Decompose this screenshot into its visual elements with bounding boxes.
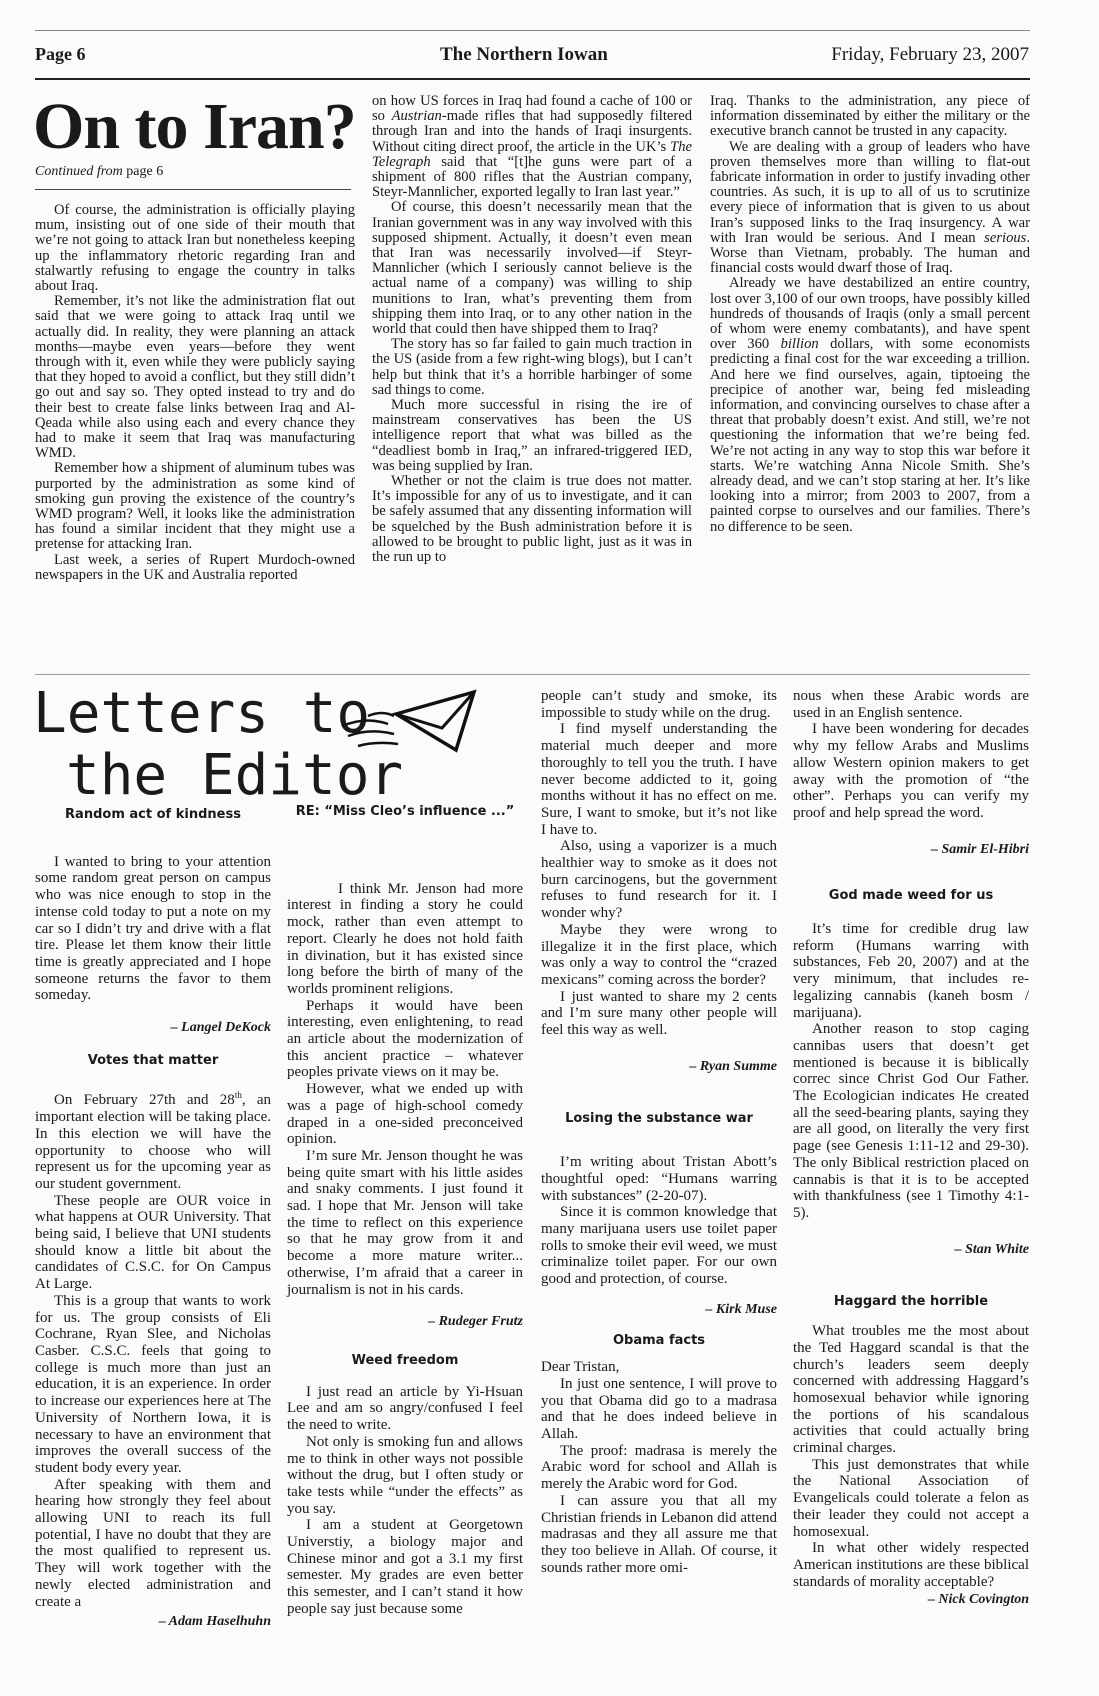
paragraph: I just wanted to share my 2 cents and I’m sure many other people will feel this way as well.	[541, 988, 777, 1039]
paragraph: I can assure you that all my Christian friends in Lebanon did attend madrasas and they all assure me that they too believe in Allah. Of course, it sounds rather more omi-	[541, 1492, 777, 1576]
continued-page: page 6	[122, 164, 164, 179]
letter-signature: – Nick Covington	[927, 1592, 1029, 1608]
letter-title: Haggard the horrible	[833, 1294, 989, 1310]
paragraph: I have been wondering for decades why my fellow Arabs and Muslims allow Western opinion makers to get away with the promotion of “the other”. Perhaps you can verify my proof and help spread the word.	[793, 721, 1029, 821]
article-title: On to Iran?	[33, 90, 356, 163]
salutation: Dear Tristan,	[541, 1359, 620, 1376]
paragraph: nous when these Arabic words are used in an English sentence.	[793, 688, 1029, 721]
paragraph: Also, using a vaporizer is a much healthier way to smoke as it does not burn carcinogens, but the government refuses to fund research for it. I wonder why?	[541, 838, 777, 922]
paragraph: Perhaps it would have been interesting, even enlightening, to read an article about the modernization of this ancient practice – whatever peoples private views on it may be.	[287, 997, 523, 1081]
title-rule	[35, 189, 351, 190]
letter-title: Votes that matter	[87, 1052, 219, 1068]
paragraph: I just read an article by Yi-Hsuan Lee and am so angry/confused I feel the need to write.	[287, 1383, 523, 1434]
paragraph: After speaking with them and hearing how strongly they feel about allowing UNI to reach its full potential, I have no doubt that they are the most qualified to represent us. They will work together with the newly elected administration and create a	[35, 1476, 271, 1610]
italic-text: serious	[984, 229, 1027, 246]
letter-signature: – Ryan Summe	[689, 1058, 777, 1074]
text: on how US forces in Iraq had found a cache of 100 or so	[372, 93, 692, 125]
letter-title: Losing the substance war	[565, 1111, 753, 1127]
paragraph: Since it is common knowledge that many marijuana users use toilet paper rolls to smoke their evil weed, we must criminalize toilet paper. For our own good and protection, of course.	[541, 1204, 777, 1288]
letters-column-4	[793, 688, 1029, 1609]
letter-title: God made weed for us	[828, 888, 994, 904]
paragraph: I am a student at Georgetown Universtiy, a biology major and Chinese minor and got a 3.1 my first semester. My grades are even better this semester, and I can’t stand it how people say just because some	[287, 1517, 523, 1617]
letters-column-3	[541, 688, 777, 1576]
paragraph: Of course, the administration is officially playing mum, insisting out of one side of their mouth that we’re not going to attack Iran but nonetheless keeping up the inflammatory rhetoric regarding Iran and stalwartly refusing to engage the country in talks about Iraq.	[35, 202, 355, 295]
letter-title: Random act of kindness	[65, 807, 241, 822]
paragraph: Last week, a series of Rupert Murdoch-owned newspapers in the UK and Australia reported	[35, 551, 355, 583]
paragraph: It’s time for credible drug law reform (Humans warring with substances, Feb 20, 2007) and at the very minimum, that includes re-legalizing cannabis (kaneh bosm / marijuana).	[793, 921, 1029, 1021]
letters-heading-line2: the Editor	[66, 743, 404, 808]
paragraph: I wanted to bring to your attention some random great person on campus who was nice enough to stop in the intense cold today to put a note on my car so I didn’t try and drive with a flat tire. Please let them know their little time is greatly appreciated and I hope someone returns the favor to them someday.	[35, 853, 271, 1004]
paragraph: Remember how a shipment of aluminum tubes was purported by the administration as some kind of smoking gun proving the existence of the country’s WMD program? Well, it looks like the administration has found a similar incident that they might use a pretense for attacking Iran.	[35, 460, 355, 553]
header-rule	[35, 78, 1030, 80]
paragraph: What troubles me the most about the Ted Haggard scandal is that the church’s leaders seem deeply concerned with addressing Haggard’s homosexual behavior while ignoring the portions of his scandalous activities that could actually bring criminal charges.	[793, 1323, 1029, 1457]
article-column-2	[372, 94, 692, 565]
top-rule	[35, 30, 1030, 31]
text: said that “[t]he guns were part of a shipment of 800 rifles that the Austrian company, Steyr-Mannlicher, exported legally to Iran last year.”	[372, 153, 692, 201]
paragraph: Iraq. Thanks to the administration, any piece of information disseminated by either the military or the executive branch cannot be trusted in any capacity.	[710, 93, 1030, 140]
article-column-3	[710, 94, 1030, 535]
text: Already we have destabilized an entire country, lost over 3,100 of our own troops, have possibly killed hundreds of thousands of Iraqis (only a small percent of whom were enemy combatants), and have spent over 360	[710, 275, 1030, 353]
paragraph	[372, 94, 692, 200]
paragraph: I find myself understanding the material much deeper and more thoroughly to tell you the truth. I have never become addicted to it, going months without it has no effect on me. Sure, I want to smoke, but it’s not like I have to.	[541, 721, 777, 838]
letters-column-1	[35, 807, 271, 1631]
letter-title: Weed freedom	[351, 1352, 459, 1368]
paragraph: Another reason to stop caging cannibas users that doesn’t get mentioned is because it is biblically correc since Christ God Our Father. The Ecologician indicates He created all the seed-bearing plants, saying they are all good, on literally the very first page (see Genesis 1:11-12 and 29-30). The only Biblical restriction placed on cannabis is that it is to be accepted with thankfulness (see 1 Timothy 4:1-5).	[793, 1021, 1029, 1221]
paragraph: I’m sure Mr. Jenson thought he was being quite smart with his little asides and snaky comments. I just found it sad. I hope that Mr. Jenson will take the time to reflect on this experience so that he may grow from it and become a more mature writer... otherwise, I’m afraid that a career in journalism is not in his cards.	[287, 1147, 523, 1298]
italic-text: billion	[780, 336, 819, 353]
text: -made rifles that had supposedly filtered through Iran and into the hands of Iraqi insurgents. Without citing direct proof, the article in the UK’s	[372, 108, 693, 155]
letter-title: RE: “Miss Cleo’s influence ...”	[295, 804, 515, 819]
paper-name: The Northern Iowan	[440, 44, 608, 65]
letters-column-2	[287, 804, 523, 1618]
paragraph: This is a group that wants to work for us. The group consists of Eli Cochrane, Ryan Slee, and Nicholas Casber. C.S.C. feels that going to college is much more than just an education, it is an experience. In order to increase our experiences here at The University of Northern Iowa, it is necessary to have an environment that improves the overall success of the student body every year.	[35, 1292, 271, 1476]
paragraph: I’m writing about Tristan Abott’s thoughtful oped: “Humans warring with substances” (2-20-07).	[541, 1154, 777, 1204]
paragraph: I think Mr. Jenson had more interest in finding a story he could mock, rather than even attempt to report. Clearly he does not hold faith in divination, but it has existed since long before the birth of many of the worlds prominent religions.	[287, 880, 523, 997]
paragraph: people can’t study and smoke, its impossible to study while on the drug.	[541, 688, 777, 721]
letter-signature: – Langel DeKock	[170, 1020, 271, 1036]
issue-date: Friday, February 23, 2007	[831, 44, 1029, 65]
section-divider	[35, 674, 1030, 675]
paragraph	[35, 1087, 271, 1192]
paragraph: In what other widely respected American institutions are these biblical standards of morality acceptable?	[793, 1540, 1029, 1590]
paragraph	[710, 140, 1030, 277]
letter-signature: – Rudeger Frutz	[428, 1314, 523, 1330]
letter-signature: – Stan White	[954, 1241, 1029, 1257]
text: . Worse than Vietnam, probably. The human and financial costs would dwarf those of Iraq.	[710, 229, 1030, 277]
paragraph: Whether or not the claim is true does not matter. It’s impossible for any of us to investigate, and it can be safely assumed that any dissenting information will be squelched by the Bush administration before it is allowed to be brought to public light, just as it was in the run up to	[372, 473, 692, 566]
letters-heading-line1: Letters to	[33, 681, 371, 746]
continued-from	[35, 164, 163, 180]
paragraph: Not only is smoking fun and allows me to think in other ways not possible without the drug, but I often study or take tests while “under the effects” as you say.	[287, 1433, 523, 1517]
article-column-1	[35, 203, 355, 583]
paragraph: Maybe they were wrong to illegalize it in the first place, which was only a way to control the “crazed mexicans” coming across the border?	[541, 921, 777, 988]
paragraph: The story has so far failed to gain much traction in the US (aside from a few right-wing blogs), but I can’t help but think that it’s a horrible harbinger of some sad things to come.	[372, 336, 692, 398]
letter-title: Obama facts	[612, 1332, 706, 1348]
text: dollars, with some economists predicting a final cost for the war exceeding a trillion. And here we find ourselves, again, tiptoeing the precipice of another war, being fed misleading information, and convincing ourselves to chase after a threat that probably doesn’t exist. And still, we’re not questioning the information that we’re being fed. We’re not acting in any way to stop this war before it starts. We’re watching Anna Nicole Smith. She’s already dead, and we can’t stop staring at her. It’s like looking into a mirror; from 2003 to 2007, from a painted corpse to ourselves and our families. There’s no difference to be seen.	[710, 336, 1030, 535]
letter-signature: – Adam Haselhuhn	[158, 1614, 271, 1630]
paragraph: The proof: madrasa is merely the Arabic word for school and Allah is merely the Arabic word for God.	[541, 1442, 777, 1493]
envelope-icon	[338, 686, 480, 756]
text: On February 27th and 28	[54, 1092, 235, 1109]
letter-signature: – Samir El-Hibri	[930, 841, 1029, 857]
letter-signature: – Kirk Muse	[705, 1301, 777, 1317]
paragraph: However, what we ended up with was a page of high-school comedy draped in a one-sided preconceived opinion.	[287, 1081, 523, 1148]
italic-text: Austrian	[391, 108, 442, 125]
italic-text: The Telegraph	[372, 138, 692, 170]
paragraph: In just one sentence, I will prove to you that Obama did go to a madrasa and that he does indeed believe in Allah.	[541, 1375, 777, 1443]
paragraph: These people are OUR voice in what happens at OUR University. That being said, I believe that UNI students should know a little bit about the candidates of C.S.C. for On Campus At Large.	[35, 1192, 271, 1293]
paragraph: Of course, this doesn’t necessarily mean that the Iranian government was in any way involved with this supposed shipment. Actually, it doesn’t even mean that Iran was necessarily involved—if Steyr-Mannlicher (which I seriously cannot believe is the actual name of a company) was willing to ship munitions to Iran, what’s preventing them from shipping them into Iraq, or to any other nation in the world that could then have shipped them to Iraq?	[372, 199, 692, 338]
superscript: th	[234, 1090, 242, 1101]
paragraph: Remember, it’s not like the administration flat out said that we were going to attack Iraq until we actually did. In reality, they were planning an attack months—maybe even years—before they went through with it, even while they were publicly saying that they hoped to avoid a conflict, but they still didn’t go out and say so. They opted instead to try and do their best to create false links between Iraq and Al-Qeada while also using each and every chance they had to make it seem that Iraq was manufacturing WMD.	[35, 293, 355, 462]
paragraph	[710, 276, 1030, 534]
paragraph: This just demonstrates that while the National Association of Evangelicals could tolerate a felon as their leader they could not accept a homosexual.	[793, 1456, 1029, 1540]
paragraph: Much more successful in rising the ire of mainstream conservatives has been the US intelligence report that what was billed as the “deadliest bomb in Iraq,” an infrared-triggered IED, was being supplied by Iran.	[372, 397, 692, 474]
text: , an important election will be taking place. In this election we will have the opportunity to choose who will represent us for the upcoming year as our student government.	[35, 1092, 271, 1192]
text: We are dealing with a group of leaders who have proven themselves more than willing to flat-out fabricate information in order to justify invading other countries. As such, it is up to all of us to scrutinize every piece of information that is given to us about Iran’s supposed links to the Iraq insurgency. A war with Iran would be serious. And I mean	[710, 138, 1030, 246]
continued-prefix: Continued from	[35, 164, 123, 179]
page-number: Page 6	[35, 44, 86, 64]
